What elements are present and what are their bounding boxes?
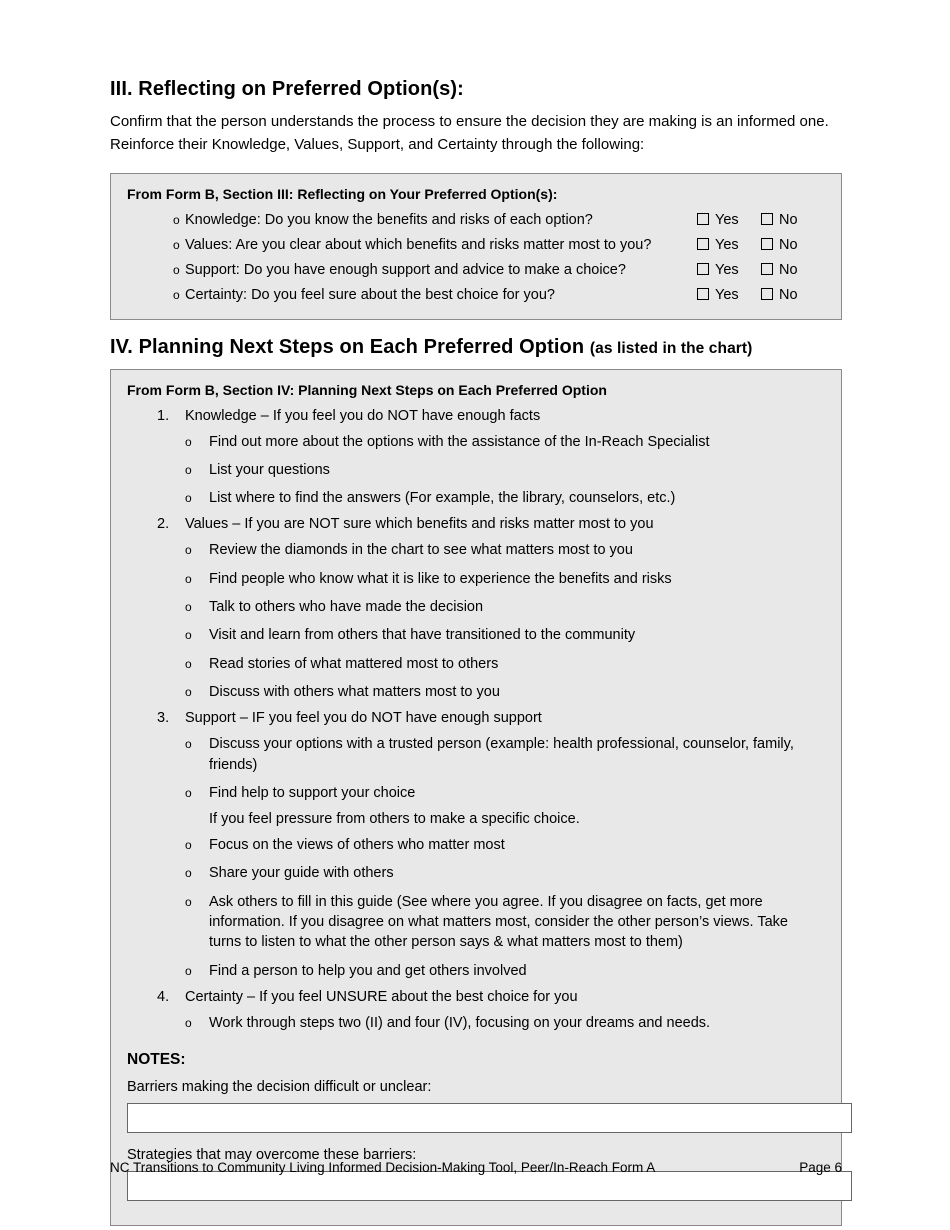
yes-checkbox-option[interactable] (697, 262, 761, 278)
sub-list-item-text: Discuss with others what matters most to you (209, 683, 500, 700)
sub-list-item (127, 540, 825, 560)
sub-list-item-text: Talk to others who have made the decision (209, 599, 484, 616)
barriers-label: Barriers making the decision difficult or unclear: (127, 1079, 432, 1096)
list-number: 3. (157, 710, 170, 727)
list-number: 4. (157, 988, 170, 1005)
checkbox-icon[interactable] (697, 288, 709, 300)
sub-list-item-text: Read stories of what mattered most to others (209, 655, 499, 672)
question-row (127, 287, 825, 303)
yes-label: Yes (715, 211, 739, 228)
circle-bullet-icon: o (185, 462, 192, 477)
checkbox-icon[interactable] (761, 288, 773, 300)
list-item-text: Knowledge – If you feel you do NOT have enough facts (185, 407, 541, 424)
no-checkbox-option[interactable] (761, 287, 825, 303)
section-4-box-title: From Form B, Section IV: Planning Next Steps on Each Preferred Option (127, 381, 607, 398)
yes-checkbox-option[interactable] (697, 287, 761, 303)
circle-bullet-icon: o (173, 212, 180, 227)
sub-list-item (127, 835, 825, 855)
section-4-heading-main: IV. Planning Next Steps on Each Preferred Option (110, 335, 585, 358)
list-item-text: Support – IF you feel you do NOT have enough support (185, 710, 542, 727)
sub-list-item-text: Share your guide with others (209, 865, 394, 882)
checkbox-icon[interactable] (761, 213, 773, 225)
sub-list-item (127, 682, 825, 702)
circle-bullet-icon: o (185, 866, 192, 881)
no-checkbox-option[interactable] (761, 262, 825, 278)
footer-page-number: Page 6 (799, 1160, 842, 1175)
circle-bullet-icon: o (185, 737, 192, 752)
sub-list-item (127, 432, 825, 452)
circle-bullet-icon: o (185, 628, 192, 643)
sub-list-item-text: Find a person to help you and get others involved (209, 962, 527, 979)
yes-label: Yes (715, 261, 739, 278)
sub-list-item (127, 734, 825, 775)
notes-heading: NOTES: (127, 1051, 186, 1069)
yes-checkbox-option[interactable] (697, 212, 761, 228)
page-footer (110, 1160, 842, 1175)
no-label: No (779, 236, 798, 253)
checkbox-icon[interactable] (697, 238, 709, 250)
yes-checkbox-option[interactable] (697, 237, 761, 253)
list-item (127, 989, 825, 1005)
list-number: 2. (157, 516, 170, 533)
list-item (127, 516, 825, 532)
sub-list-item-text: Visit and learn from others that have transitioned to the community (209, 627, 636, 644)
list-item (127, 710, 825, 726)
list-item (127, 408, 825, 424)
strategies-label: Strategies that may overcome these barriers: (127, 1147, 417, 1164)
circle-bullet-icon: o (185, 600, 192, 615)
circle-bullet-icon: o (185, 656, 192, 671)
sub-list-item-text: Find help to support your choice (209, 784, 416, 801)
sub-list-item (127, 783, 825, 803)
section-3-intro: Confirm that the person understands the process to ensure the decision they are making is an informed one. Reinforce their Knowledge, Values, Support, and Certainty through the following: (110, 113, 829, 153)
sub-list-item (127, 625, 825, 645)
question-row (127, 262, 825, 278)
question-row (127, 237, 825, 253)
circle-bullet-icon: o (185, 1015, 192, 1030)
section-3-box-title: From Form B, Section III: Reflecting on Your Preferred Option(s): (127, 185, 558, 202)
sub-list-item-text: List where to find the answers (For example, the library, counselors, etc.) (209, 490, 676, 507)
sub-list-item (127, 654, 825, 674)
circle-bullet-icon: o (185, 571, 192, 586)
sub-list-item (127, 863, 825, 883)
sub-list-item-text: Find people who know what it is like to experience the benefits and risks (209, 570, 672, 587)
section-3-box (110, 173, 842, 320)
sub-list-item (127, 460, 825, 480)
barriers-input[interactable] (127, 1103, 852, 1133)
question-text: Certainty: Do you feel sure about the best choice for you? (185, 286, 555, 303)
sub-list-item (127, 569, 825, 589)
circle-bullet-icon: o (185, 434, 192, 449)
strategies-input[interactable] (127, 1171, 852, 1201)
question-text: Support: Do you have enough support and advice to make a choice? (185, 261, 626, 278)
circle-bullet-icon: o (185, 543, 192, 558)
circle-bullet-icon: o (185, 894, 192, 909)
sub-list-item (127, 597, 825, 617)
list-item-text: Certainty – If you feel UNSURE about the best choice for you (185, 988, 578, 1005)
question-text: Knowledge: Do you know the benefits and risks of each option? (185, 211, 593, 228)
no-label: No (779, 286, 798, 303)
sub-list-item (127, 892, 825, 953)
yes-label: Yes (715, 286, 739, 303)
sub-list-item-text: Discuss your options with a trusted person (example: health professional, counselor, family, friends) (209, 736, 794, 773)
circle-bullet-icon: o (173, 262, 180, 277)
circle-bullet-icon: o (185, 684, 192, 699)
sub-list-item (127, 961, 825, 981)
no-checkbox-option[interactable] (761, 237, 825, 253)
support-pressure-note: If you feel pressure from others to make a specific choice. (209, 811, 580, 828)
list-item-text: Values – If you are NOT sure which benefits and risks matter most to you (185, 516, 654, 533)
question-text: Values: Are you clear about which benefits and risks matter most to you? (185, 236, 652, 253)
circle-bullet-icon: o (173, 237, 180, 252)
circle-bullet-icon: o (185, 838, 192, 853)
circle-bullet-icon: o (185, 785, 192, 800)
section-4-heading-suffix: (as listed in the chart) (589, 339, 753, 357)
section-4-heading (110, 336, 842, 359)
question-row (127, 212, 825, 228)
list-number: 1. (157, 407, 170, 424)
footer-document-title: NC Transitions to Community Living Informed Decision-Making Tool, Peer/In-Reach Form A (110, 1160, 656, 1175)
sub-list-item-text: Ask others to fill in this guide (See where you agree. If you disagree on facts, get more information. If you disagree on what matters most, consider the other person’s views. Take turns to listen to what the other person says & what matters most to them) (209, 893, 788, 951)
sub-list-item-text: Work through steps two (II) and four (IV), focusing on your dreams and needs. (209, 1014, 711, 1031)
sub-list-item (127, 1013, 825, 1033)
checkbox-icon[interactable] (697, 213, 709, 225)
no-label: No (779, 261, 798, 278)
no-checkbox-option[interactable] (761, 212, 825, 228)
no-label: No (779, 211, 798, 228)
circle-bullet-icon: o (185, 491, 192, 506)
sub-list-item (127, 488, 825, 508)
sub-list-item-text: Find out more about the options with the assistance of the In-Reach Specialist (209, 433, 710, 450)
checkbox-icon[interactable] (697, 263, 709, 275)
sub-list-item-text: Focus on the views of others who matter most (209, 837, 505, 854)
sub-list-item-text: Review the diamonds in the chart to see what matters most to you (209, 542, 633, 559)
section-4-box (110, 369, 842, 1227)
checkbox-icon[interactable] (761, 238, 773, 250)
circle-bullet-icon: o (185, 963, 192, 978)
sub-list-item-text: List your questions (209, 461, 330, 478)
yes-label: Yes (715, 236, 739, 253)
checkbox-icon[interactable] (761, 263, 773, 275)
circle-bullet-icon: o (173, 287, 180, 302)
section-3-heading: III. Reflecting on Preferred Option(s): (110, 78, 464, 100)
